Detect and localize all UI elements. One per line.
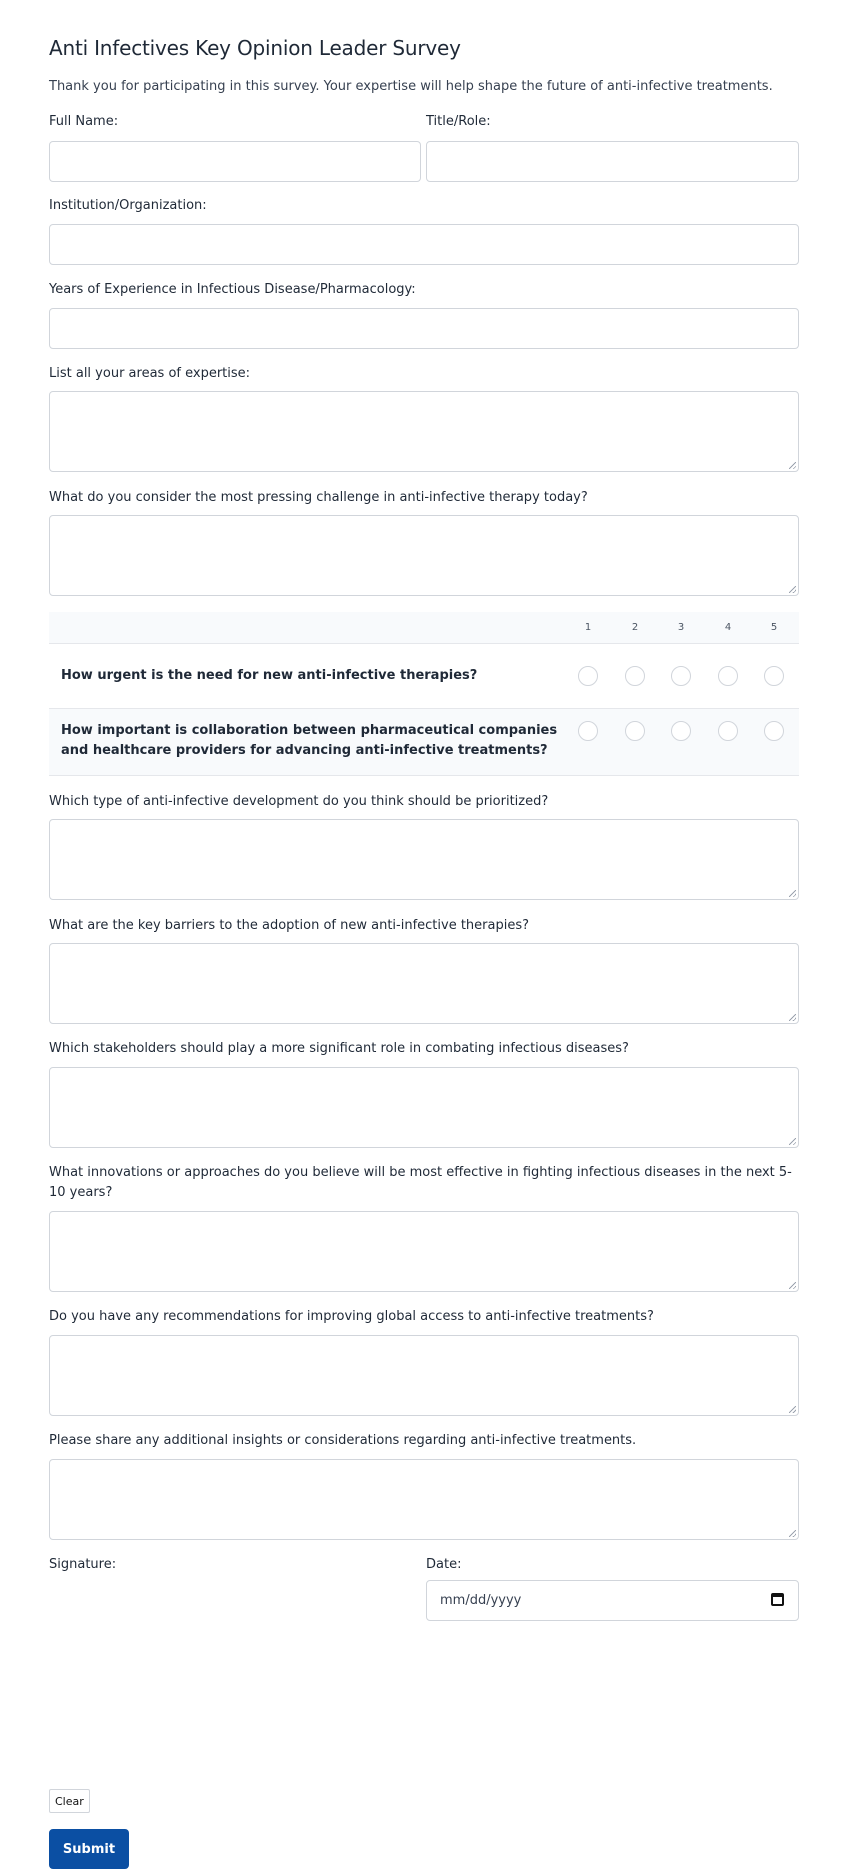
- signature-label: Signature:: [49, 1557, 117, 1572]
- urgency-radio-3[interactable]: [671, 666, 691, 686]
- collaboration-radio-4[interactable]: [718, 721, 738, 741]
- intro-text: Thank you for participating in this survey. Your expertise will help shape the future of anti-infective treatments.: [49, 79, 773, 94]
- innovations-label: What innovations or approaches do you believe will be most effective in fighting infectious diseases in the next 5-10 years?: [49, 1165, 792, 1200]
- experience-input[interactable]: [49, 308, 799, 349]
- expertise-label: List all your areas of expertise:: [49, 366, 251, 381]
- innovations-textarea[interactable]: [49, 1211, 799, 1292]
- access-textarea[interactable]: [49, 1335, 799, 1416]
- access-label: Do you have any recommendations for improving global access to anti-infective treatments?: [49, 1309, 654, 1324]
- urgency-question: How urgent is the need for new anti-infective therapies?: [61, 668, 478, 683]
- collaboration-radio-2[interactable]: [625, 721, 645, 741]
- stakeholders-label: Which stakeholders should play a more significant role in combating infectious diseases?: [49, 1041, 629, 1056]
- urgency-radio-5[interactable]: [764, 666, 784, 686]
- institution-input[interactable]: [49, 224, 799, 265]
- prioritize-textarea[interactable]: [49, 819, 799, 900]
- submit-button[interactable]: Submit: [49, 1829, 129, 1869]
- insights-textarea[interactable]: [49, 1459, 799, 1540]
- rating-row-collaboration: [49, 709, 799, 776]
- page-title: Anti Infectives Key Opinion Leader Survey: [49, 36, 461, 60]
- collaboration-radio-1[interactable]: [578, 721, 598, 741]
- collaboration-question: How important is collaboration between pharmaceutical companies and healthcare providers for advancing anti-infective treatments?: [61, 723, 558, 758]
- rating-row-urgency: [49, 644, 799, 709]
- urgency-radio-2[interactable]: [625, 666, 645, 686]
- expertise-textarea[interactable]: [49, 391, 799, 472]
- full-name-label: Full Name:: [49, 114, 119, 129]
- urgency-radio-1[interactable]: [578, 666, 598, 686]
- rating-header: [49, 612, 799, 644]
- stakeholders-textarea[interactable]: [49, 1067, 799, 1148]
- scale-5: 5: [770, 622, 778, 633]
- prioritize-label: Which type of anti-infective development do you think should be prioritized?: [49, 794, 549, 809]
- challenge-textarea[interactable]: [49, 515, 799, 596]
- collaboration-radio-3[interactable]: [671, 721, 691, 741]
- title-role-label: Title/Role:: [426, 114, 491, 129]
- urgency-radio-4[interactable]: [718, 666, 738, 686]
- experience-label: Years of Experience in Infectious Disease/Pharmacology:: [49, 282, 416, 297]
- barriers-textarea[interactable]: [49, 943, 799, 1024]
- scale-4: 4: [724, 622, 732, 633]
- date-label: Date:: [426, 1557, 462, 1572]
- date-placeholder: mm/dd/yyyy: [440, 1593, 522, 1608]
- rating-table: [49, 612, 799, 777]
- signature-pad[interactable]: [49, 1585, 421, 1775]
- insights-label: Please share any additional insights or considerations regarding anti-infective treatments.: [49, 1433, 637, 1448]
- barriers-label: What are the key barriers to the adoption of new anti-infective therapies?: [49, 918, 530, 933]
- scale-1: 1: [584, 622, 592, 633]
- scale-3: 3: [677, 622, 685, 633]
- date-input[interactable]: [426, 1580, 799, 1621]
- scale-2: 2: [631, 622, 639, 633]
- title-role-input[interactable]: [426, 141, 799, 182]
- calendar-icon[interactable]: [771, 1593, 784, 1606]
- collaboration-radio-5[interactable]: [764, 721, 784, 741]
- full-name-input[interactable]: [49, 141, 421, 182]
- clear-signature-button[interactable]: Clear: [49, 1789, 90, 1813]
- institution-label: Institution/Organization:: [49, 198, 207, 213]
- challenge-label: What do you consider the most pressing challenge in anti-infective therapy today?: [49, 490, 588, 505]
